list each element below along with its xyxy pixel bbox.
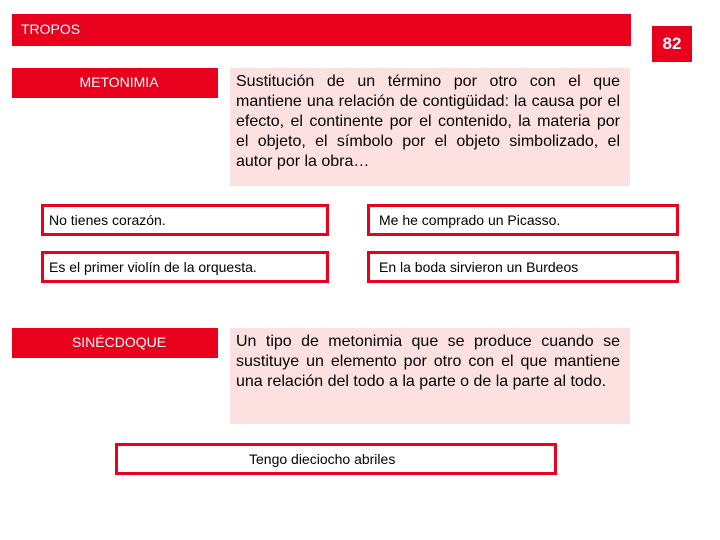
definition-sinecdoque: Un tipo de metonimia que se produce cuando se sustituye un elemento por otro con el que mantiene una relación del todo a la parte o de la parte al todo.	[230, 328, 630, 424]
term-sinecdoque	[12, 328, 218, 358]
example-box: Tengo dieciocho abriles	[115, 443, 557, 475]
term-label: METONIMIA	[79, 74, 159, 90]
page-number: 82	[662, 34, 682, 53]
example-box: Es el primer violín de la orquesta.	[41, 251, 329, 283]
example-box: No tienes corazón.	[41, 204, 329, 236]
definition-metonimia: Sustitución de un término por otro con el que mantiene una relación de contigüidad: la causa por el efecto, el continente por el contenido, la materia por el objeto, el símbolo por el objeto simbolizado, el autor por la obra…	[230, 68, 630, 186]
term-label: SINÉCDOQUE	[71, 334, 167, 350]
example-box: Me he comprado un Picasso.	[367, 204, 679, 236]
example-box: En la boda sirvieron un Burdeos	[367, 251, 679, 283]
page-number-badge	[652, 26, 692, 62]
slide-title: TROPOS	[21, 21, 81, 37]
title-bar	[12, 14, 631, 46]
term-metonimia	[12, 68, 218, 98]
